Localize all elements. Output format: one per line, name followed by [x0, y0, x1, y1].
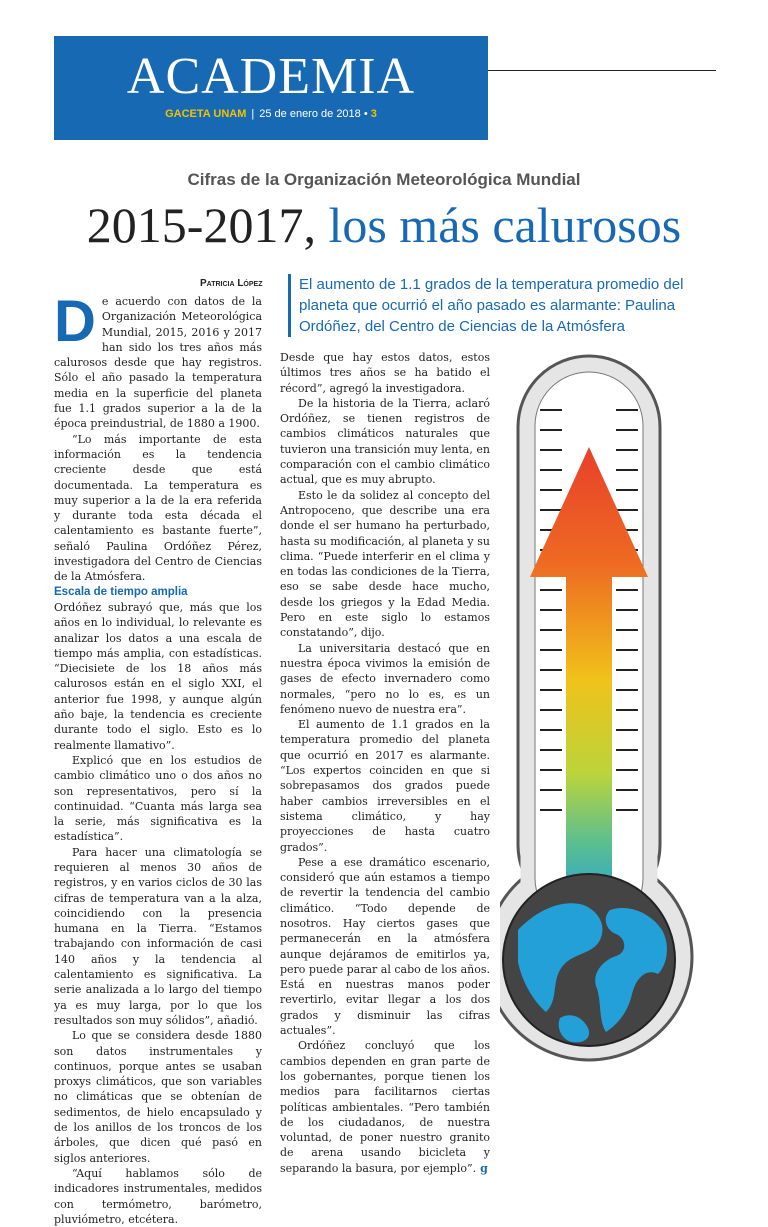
headline-years: 2015-2017, [86, 197, 316, 253]
paragraph-text: e acuerdo con datos de la Organización Meteorológica Mundial, 2015, 2016 y 2017 han sido los tres años más calurosos desde que hay registros. Sólo el año pasado la temperatura media en la superficie del planeta fue 1.1 grados superior a la de la época preindustrial, de 1880 a 1900. [54, 295, 262, 431]
masthead [54, 36, 488, 140]
thermometer-globe-icon [500, 352, 730, 1072]
drop-cap: D [54, 289, 96, 354]
thermometer-illustration [500, 352, 730, 1072]
column-2 [280, 350, 490, 1176]
paragraph-text: Ordóñez concluyó que los cambios dependen en gran parte de los gobernantes, porque tienen los medios para facilitarnos ciertas políticas ambientales. “Pero también de los ciudadanos, de nuestra voluntad, de poner nuestro granito de arena usando bicicleta y separando la basura, por ejemplo”. [280, 1039, 490, 1175]
paragraph: El aumento de 1.1 grados en la temperatura promedio del planeta que ocurrió en 2017 es alarmante. “Los expertos coinciden en que si sobrepasamos dos grados puede haber cambios irreversibles en el sistema climático, y hay proyecciones de hasta cuatro grados”. [280, 718, 490, 854]
paragraph: Para hacer una climatología se requieren al menos 30 años de registros, y en varios ciclos de 30 las cifras de temperatura van a la alza, coincidiendo con la presencia humana en la Tierra. “Estamos trabajando con información de casi 140 años y la tendencia al calentamiento es significativa. La serie analizada a lo largo del tiempo ya es muy larga, por lo que los resultados son muy sólidos”, añadió. [54, 845, 262, 1027]
paragraph: Esto le da solidez al concepto del Antropoceno, que describe una era donde el ser humano ha perturbado, hasta su modificación, al planeta y su clima. “Puede interferir en el clima y en todas las condiciones de la Tierra, eso se sabe desde hace mucho, desde los griegos y la Edad Media. Pero en este siglo lo estamos constatando”, dijo. [280, 488, 490, 640]
kicker: Cifras de la Organización Meteorológica Mundial [187, 170, 581, 189]
paragraph: “Aquí hablamos sólo de indicadores instrumentales, medidos con termómetro, barómetro, pluviómetro, etcétera. [54, 1166, 262, 1226]
column-1 [54, 289, 262, 1227]
publication-name: GACETA UNAM [165, 108, 247, 120]
paragraph: Ordóñez subrayó que, más que los años en lo individual, lo relevante es analizar los datos a una escala de tiempo más amplia, con estadísticas. “Diecisiete de los 18 años más calurosos están en el siglo XXI, el anterior fue 1998, y aunque algún año baje, la tendencia es creciente durante todo el siglo. Esto es lo realmente llamativo”. [54, 600, 262, 752]
paragraph: “Lo más importante de esta información es la tendencia creciente desde que está documentada. La temperatura es muy superior a la de la era referida y durante toda esta década el calentamiento es bastante fuerte”, señaló Paulina Ordóñez Pérez, investigadora del Centro de Ciencias de la Atmósfera. [54, 432, 262, 584]
page-number: 3 [370, 108, 377, 120]
paragraph: De la historia de la Tierra, aclaró Ordóñez, se tienen registros de cambios climáticos naturales que tuvieron una transición muy lenta, en comparación con el cambio climático actual, que es muy abrupto. [280, 396, 490, 487]
paragraph [54, 289, 262, 432]
paragraph: Desde que hay estos datos, estos últimos tres años se ha batido el récord”, agregó la investigadora. [280, 351, 490, 395]
header-rule [488, 70, 716, 71]
paragraph: La universitaria destacó que en nuestra época vivimos la emisión de gases de efecto invernadero como normales, “pero no lo es, es un fenómeno nuevo de nuestra era”. [280, 641, 490, 716]
masthead-subline [54, 108, 488, 120]
masthead-separator: | [251, 108, 255, 120]
pull-quote: El aumento de 1.1 grados de la temperatura promedio del planeta que ocurrió el año pasado es alarmante: Paulina Ordóñez, del Centro de Ciencias de la Atmósfera [288, 274, 699, 337]
end-mark-icon: g [480, 1161, 488, 1175]
issue-date: 25 de enero de 2018 • [259, 108, 368, 120]
headline-text: los más calurosos [328, 197, 682, 253]
paragraph [280, 1038, 490, 1176]
paragraph: Lo que se considera desde 1880 son datos instrumentales y continuos, porque antes se usaban proxys climáticos, que son variables no climáticas que se obtenían de sedimentos, de hielo encapsulado y de los anillos de los troncos de los árboles, que dicen qué pasó en siglos anteriores. [54, 1029, 262, 1165]
headline [0, 196, 768, 254]
paragraph: Explicó que en los estudios de cambio climático uno o dos años no son representativos, pero sí la continuidad. “Cuanta más larga sea la serie, más significativa es la estadística”. [54, 753, 262, 844]
paragraph: Pese a ese dramático escenario, consideró que aún estamos a tiempo de revertir la tendencia del cambio climático. “Todo depende de nosotros. Hay ciertos gases que permanecerán en la atmósfera aunque dejáramos de emitirlos ya, pero puede parar al cabo de los años. Está en nuestras manos poder revertirlo, evitar llegar a los dos grados y disminuir las cifras actuales”. [280, 855, 490, 1038]
subheading: Escala de tiempo amplia [54, 585, 188, 598]
section-title: ACADEMIA [126, 48, 416, 105]
byline: Patricia López [200, 278, 263, 289]
